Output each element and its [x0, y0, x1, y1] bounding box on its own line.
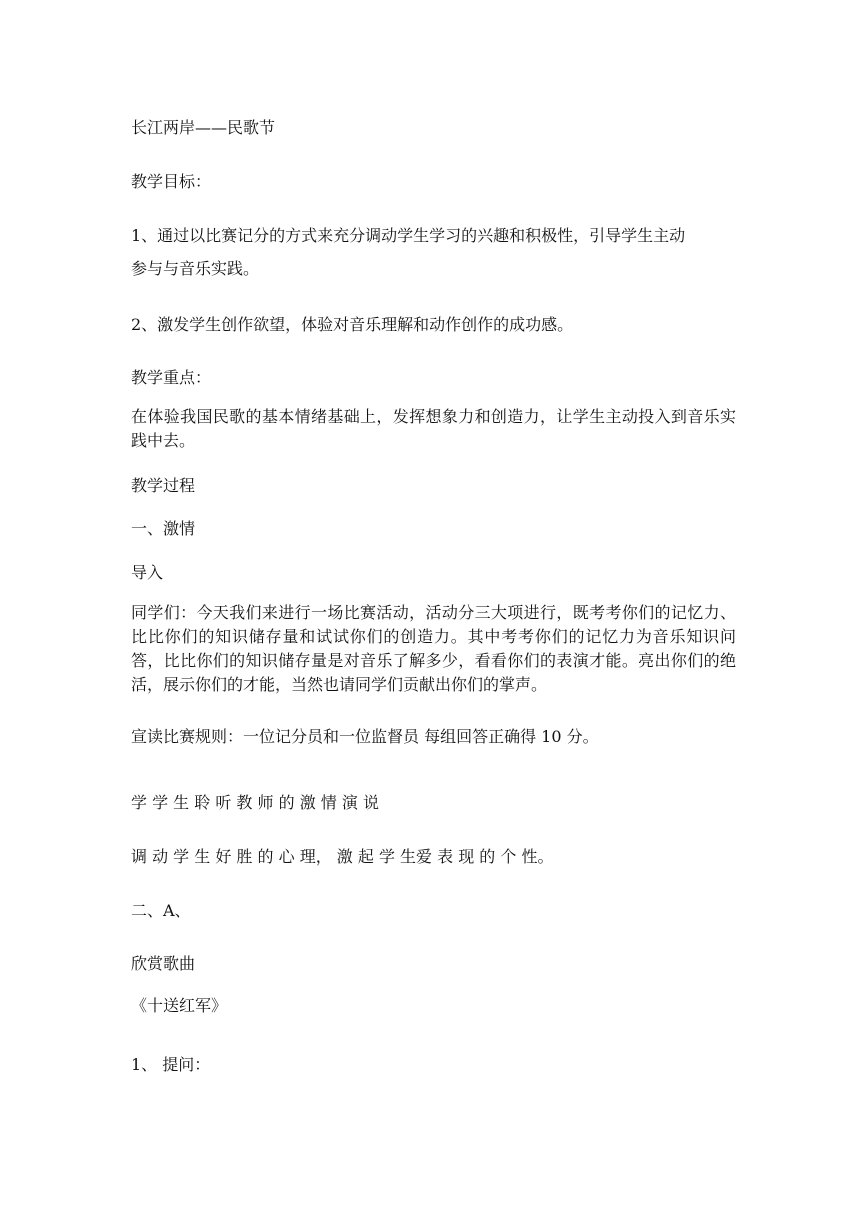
- goal-1-line-1: 1、通过以比赛记分的方式来充分调动学生学习的兴趣和积极性，引导学生主动: [131, 226, 686, 245]
- student-activity: 学 学 生 聆 听 教 师 的 激 情 演 说: [131, 793, 379, 812]
- appreciate-heading: 欣赏歌曲: [131, 954, 196, 973]
- song-title: 《十送红军》: [131, 996, 228, 1015]
- intro-text: 同学们：今天我们来进行一场比赛活动，活动分三大项进行，既考考你们的记忆力、比比你们的知识储存量和试试你们的创造力。其中考考你们的记忆力为音乐知识问答，比比你们的知识储存量是对音乐了解多少，看看你们的表演才能。亮出你们的绝活，展示你们的才能，当然也请同学们贡献出你们的掌声。: [131, 603, 736, 694]
- focus-text: 在体验我国民歌的基本情绪基础上，发挥想象力和创造力，让学生主动投入到音乐实践中去。: [131, 407, 736, 450]
- question-heading: 1、 提问：: [131, 1055, 211, 1074]
- section-2-heading: 二、A、: [131, 901, 191, 920]
- goal-2: 2、激发学生创作欲望，体验对音乐理解和动作创作的成功感。: [131, 315, 574, 334]
- process-heading: 教学过程: [131, 476, 196, 495]
- goals-heading: 教学目标：: [131, 172, 212, 191]
- section-1-heading: 一、激情: [131, 519, 196, 538]
- design-intent: 调 动 学 生 好 胜 的 心 理， 激 起 学 生爱 表 现 的 个 性。: [131, 847, 554, 866]
- focus-heading: 教学重点：: [131, 368, 212, 387]
- document-title: 长江两岸——民歌节: [131, 118, 276, 137]
- intro-heading: 导入: [131, 563, 164, 582]
- goal-1-line-2: 参与与音乐实践。: [131, 259, 260, 278]
- rules-text: 宣读比赛规则：一位记分员和一位监督员 每组回答正确得 10 分。: [131, 727, 599, 746]
